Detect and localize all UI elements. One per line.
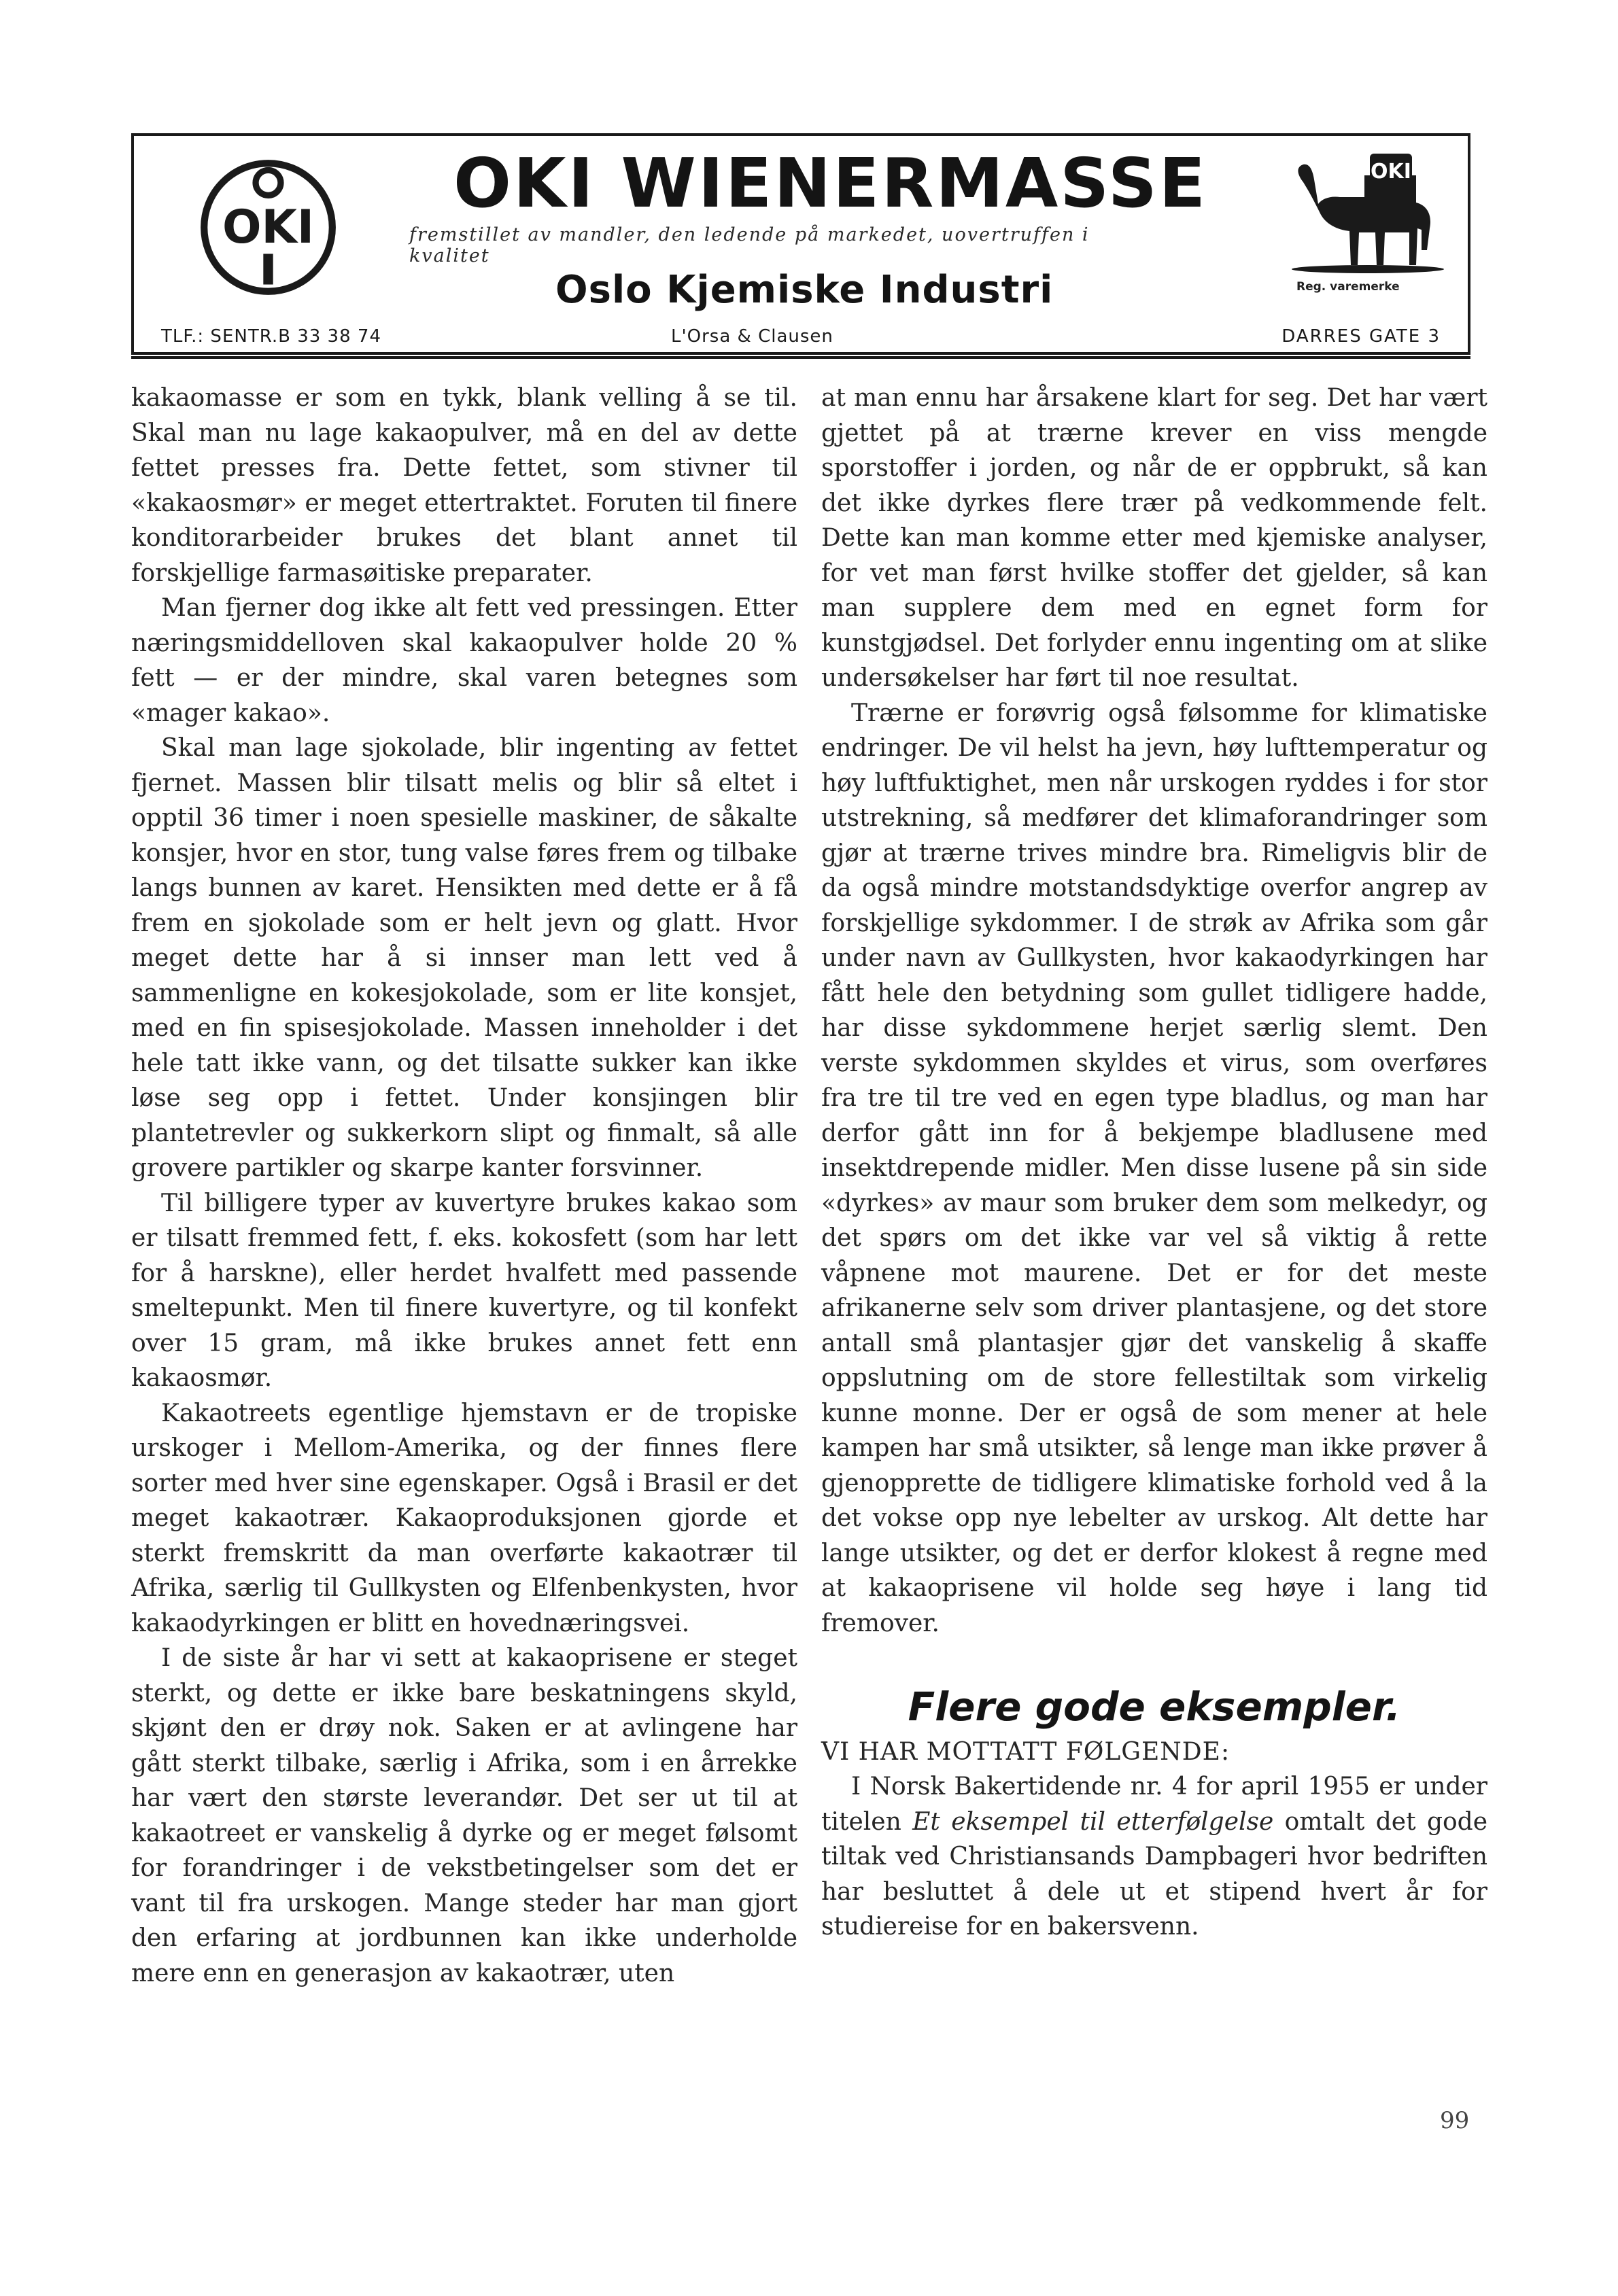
section-subheading: VI HAR MOTTATT FØLGENDE: bbox=[821, 1737, 1230, 1766]
paragraph: Kakaotreets egentlige hjemstavn er de tropiske urskoger i Mellom-Amerika, og der finnes flere sorter med hver sine egenskaper. Også i Brasil er det meget kakaotrær. Kakaoproduksjonen gjorde et sterkt fremskritt da man overførte kakaotrær til Afrika, særlig til Gullkysten og Elfenbenkysten, hvor kakaodyrkingen er blitt en hovednæringsvei. bbox=[131, 1399, 797, 1637]
svg-text:OKI: OKI bbox=[222, 200, 315, 254]
paragraph: at man ennu har årsakene klart for seg. Det har vært gjettet på at trærne krever en viss mengde sporstoffer i jorden, og når de er oppbrukt, så kan det ikke dyrkes flere trær på vedkommende felt. Dette kan man komme etter med kjemiske analyser, for vet man først hvilke stoffer det gjelder, så kan man supplere dem med en egnet form for kunstgjødsel. Det forlyder ennu ingenting om at slike undersøkelser har ført til noe resultat. bbox=[821, 384, 1487, 692]
article-title: Et eksempel til etterfølgelse bbox=[912, 1807, 1274, 1836]
ad-phone: TLF.: SENTR.B 33 38 74 bbox=[161, 326, 381, 347]
paragraph: I de siste år har vi sett at kakaoprisene er steget sterkt, og dette er ikke bare beskatningens skyld, skjønt den er drøy nok. Saken er at avlingene har gått sterkt tilbake, særlig i Afrika, som i en årrekke har vært den største leverandør. Det ser ut til at kakaotreet er vanskelig å dyrke og er meget følsomt for forandringer i de vekstbetingelser som det er vant til fra urskogen. Mange steder har man gjort den erfaring at jordbunnen kan ikke underholde mere enn en generasjon av kakaotrær, uten bbox=[131, 1644, 797, 1987]
paragraph-text: I Norsk Bakertidende nr. 4 for april 1955 er under titelen bbox=[821, 1773, 1487, 1836]
ad-address: DARRES GATE 3 bbox=[1281, 326, 1441, 347]
header-rule bbox=[131, 356, 1470, 359]
ad-title: OKI WIENERMASSE bbox=[453, 143, 1208, 223]
left-column bbox=[131, 381, 797, 1991]
paragraph: Skal man lage sjokolade, blir ingenting av fettet fjernet. Massen blir tilsatt melis og blir så eltet i opptil 36 timer i noen spesielle maskiner, de såkalte konsjer, hvor en stor, tung valse føres frem og tilbake langs bunnen av karet. Hensikten med dette er å få frem en sjokolade som er helt jevn og glatt. Hvor meget dette har å si innser man lett ved å sammenligne en kokesjokolade, som er lite konsjet, med en fin spisesjokolade. Massen inneholder i det hele tatt ikke vann, og det tilsatte sukker kan ikke løse seg opp i fettet. Under konsjingen blir plantetrevler og sukkerkorn slipt og finmalt, så alle grovere partikler og skarpe kanter forsvinner. bbox=[131, 734, 797, 1182]
paragraph: kakaomasse er som en tykk, blank velling å se til. Skal man nu lage kakaopulver, må en del av dette fettet presses fra. Dette fettet, som stivner til «kakaosmør» er meget ettertraktet. Foruten til finere konditorarbeider brukes det blant annet til forskjellige farmasøitiske preparater. bbox=[131, 384, 797, 587]
trademark-label: Reg. varemerke bbox=[1296, 280, 1400, 294]
oki-logo bbox=[199, 158, 338, 297]
page-number: 99 bbox=[1440, 2107, 1470, 2134]
ad-company-name: Oslo Kjemiske Industri bbox=[555, 268, 1054, 312]
paragraph: Trærne er forøvrig også følsomme for klimatiske endringer. De vil helst ha jevn, høy lufttemperatur og høy luftfuktighet, men når urskogen ryddes i for stor utstrekning, så medfører det klimaforandringer som gjør at trærne trives mindre bra. Rimeligvis blir de da også mindre motstandsdyktige overfor angrep av forskjellige sykdommer. I de strøk av Afrika som går under navn av Gullkysten, hvor kakaodyrkingen har fått hele den betydning som gullet tidligere hadde, har disse sykdommene herjet særlig slemt. Den verste sykdommen skyldes et virus, som overføres fra tre til tre ved en egen type bladlus, og man har derfor gått inn for å bekjempe bladlusene med insektdrepende midler. Men disse lusene på sin side «dyrkes» av maur som bruker dem som melkedyr, og det spørs om det ikke var vel så viktig å rette våpnene mot maurene. Det er for det meste afrikanerne selv som driver plantasjene, og det store antall små plantasjer gjør det vanskelig å skaffe oppslutning om de store fellestiltak som virkelig kunne monne. Der er også de som mener at hele kampen har små utsikter, så lenge man ikke prøver å gjenopprette de tidligere klimatiske forhold ved å la det vokse opp nye lebelter av urskog. Alt dette har lange utsikter, og det er derfor klokest å regne med at kakaoprisene vil holde seg høye i lang tid fremover. bbox=[821, 699, 1487, 1637]
paragraph bbox=[821, 1769, 1487, 1945]
camel-sign-text: OKI bbox=[1371, 160, 1411, 184]
section-heading: Flere gode eksempler. bbox=[908, 1684, 1401, 1730]
paragraph: Til billigere typer av kuvertyre brukes kakao som er tilsatt fremmed fett, f. eks. kokosfett (som har lett for å harskne), eller herdet hvalfett med passende smeltepunkt. Men til finere kuvertyre, og til konfekt over 15 gram, må ikke brukes annet fett enn kakaosmør. bbox=[131, 1189, 797, 1392]
camel-trademark-icon bbox=[1283, 148, 1453, 274]
right-column bbox=[821, 381, 1487, 1945]
ad-tagline: fremstillet av mandler, den ledende på markedet, uovertruffen i kvalitet bbox=[409, 224, 1090, 266]
advertisement-box bbox=[131, 133, 1470, 355]
paragraph-text: omtalt det gode tiltak ved Christiansands Dampbageri hvor bedriften har besluttet å dele ut et stipend hvert år for studiereise for en bakersvenn. bbox=[821, 1807, 1488, 1941]
ad-owners: L'Orsa & Clausen bbox=[671, 326, 833, 347]
paragraph: Man fjerner dog ikke alt fett ved pressingen. Etter næringsmiddelloven skal kakaopulver holde 20 % fett — er der mindre, skal varen betegnes som «mager kakao». bbox=[131, 594, 797, 727]
